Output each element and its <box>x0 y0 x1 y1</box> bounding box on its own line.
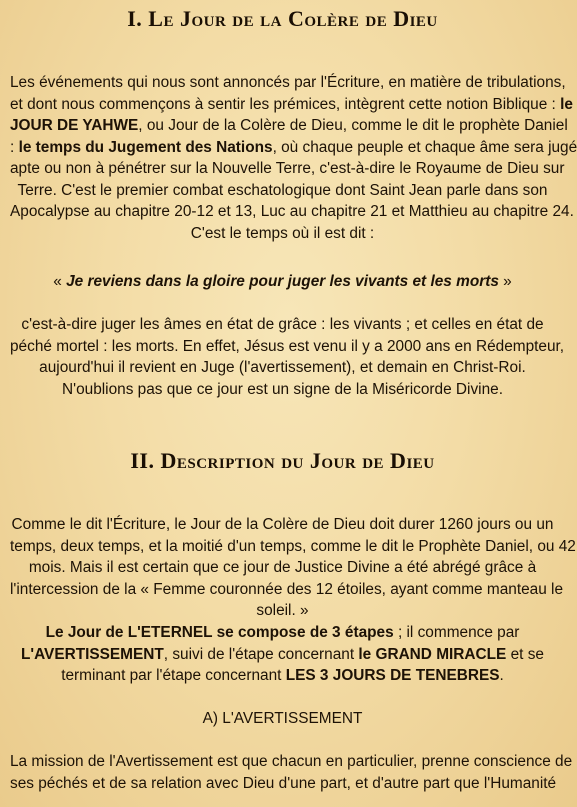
text-line: temps, deux temps, et la moitié d'un temps, comme le dit le Prophète Daniel, ou 42 <box>10 537 576 555</box>
text-line: Apocalypse au chapitre 20-12 et 13, Luc au chapitre 21 et Matthieu au chapitre 24. <box>10 203 574 220</box>
text-line: La mission de l'Avertissement est que chacun en particulier, prenne conscience de <box>10 753 573 770</box>
text-line: péché mortel : les morts. En effet, Jésus est venu il y a 2000 ans en Rédempteur, <box>10 337 565 355</box>
text-line: : le temps du Jugement des Nations, où chaque peuple et chaque âme sera jugé <box>10 138 577 156</box>
quote: « Je reviens dans la gloire pour juger les vivants et les morts » <box>53 273 512 290</box>
text-line: et dont nous commençons à sentir les prémices, intègrent cette notion Biblique : le <box>10 95 573 113</box>
section-1-paragraph-2 <box>10 314 565 400</box>
text-line: mois. Mais il est certain que ce jour de Justice Divine a été abrégé grâce à <box>28 559 537 576</box>
text-line: C'est le temps où il est dit : <box>190 224 375 242</box>
section-2-paragraph-3 <box>10 751 573 794</box>
section-1-heading: I. Le Jour de la Colère de Dieu <box>127 6 438 31</box>
quote-text: Je reviens dans la gloire pour juger les vivants et les morts <box>66 273 499 290</box>
text-line: terminant par l'étape concernant LES 3 JOURS DE TENEBRES. <box>61 667 504 684</box>
text-line: aujourd'hui il revient en Juge (l'avertissement), et demain en Christ-Roi. <box>39 359 526 376</box>
text-line: JOUR DE YAHWE, ou Jour de la Colère de Dieu, comme le dit le prophète Daniel <box>10 117 568 134</box>
section-1-paragraph-1 <box>10 72 577 244</box>
text-line: soleil. » <box>256 602 309 619</box>
text-line: N'oublions pas que ce jour est un signe de la Miséricorde Divine. <box>62 380 503 398</box>
text-line: l'intercession de la « Femme couronnée des 12 étoiles, ayant comme manteau le <box>10 580 564 598</box>
text-line: Comme le dit l'Écriture, le Jour de la Colère de Dieu doit durer 1260 jours ou un <box>11 516 554 533</box>
text-line: apte ou non à pénétrer sur la Nouvelle Terre, c'est-à-dire le Royaume de Dieu sur <box>10 160 565 177</box>
section-2-paragraph-2 <box>10 622 555 687</box>
text-line: Terre. C'est le premier combat eschatologique dont Saint Jean parle dans son <box>17 181 548 199</box>
text-line: Le Jour de L'ETERNEL se compose de 3 étapes ; il commence par <box>45 624 520 641</box>
text-line: Les événements qui nous sont annoncés par l'Écriture, en matière de tribulations, <box>10 74 566 91</box>
text-line: c'est-à-dire juger les âmes en état de grâce : les vivants ; et celles en état de <box>21 316 544 333</box>
section-2-heading: II. Description du Jour de Dieu <box>130 448 435 473</box>
section-2-paragraph-1 <box>10 514 576 622</box>
subheading-avertissement: A) L'AVERTISSEMENT <box>202 710 363 727</box>
text-line: L'AVERTISSEMENT, suivi de l'étape concernant le GRAND MIRACLE et se <box>21 645 544 663</box>
text-line: ses péchés et de sa relation avec Dieu d'une part, et d'autre part que l'Humanité <box>10 774 557 792</box>
